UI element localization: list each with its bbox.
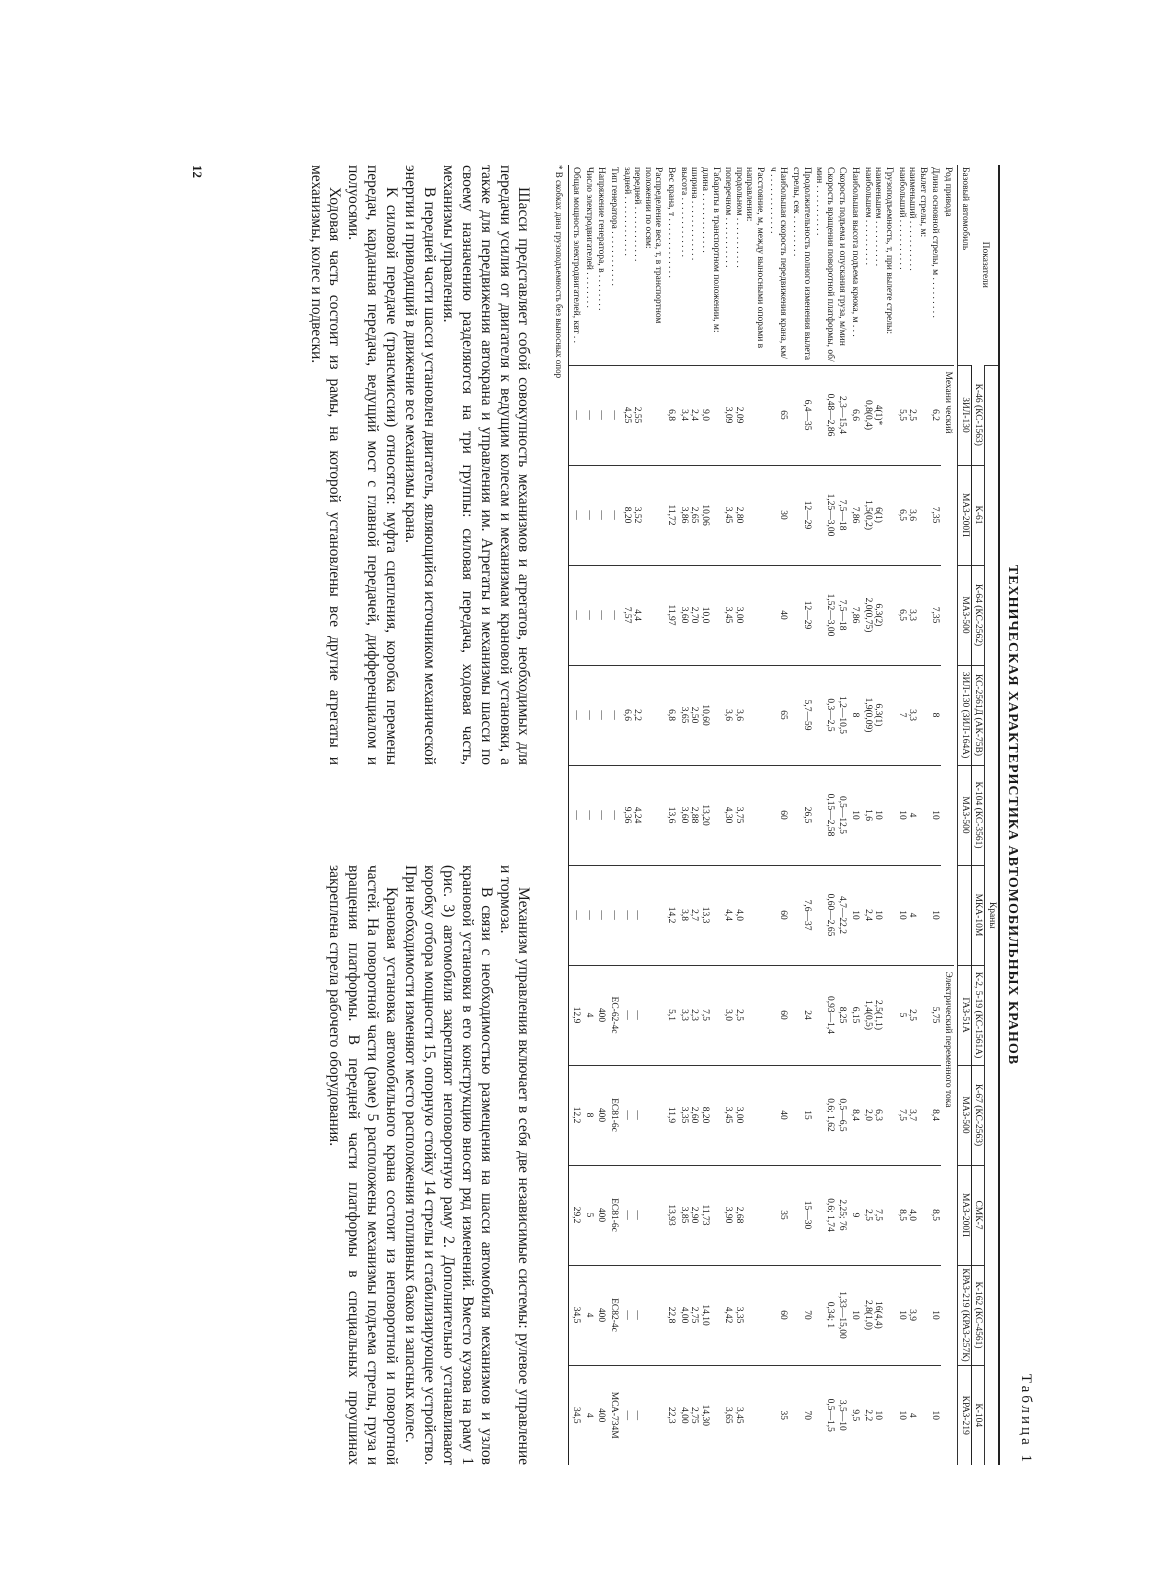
crane-col-8: К-67 (КС-2563) <box>971 1065 985 1165</box>
value-cell: — — <box>620 1265 665 1365</box>
value-cell: 7,35 <box>929 465 942 565</box>
table-row <box>569 165 582 1465</box>
value-cell: 0,6; 1,62 <box>813 1065 836 1165</box>
value-cell: 29,2 <box>569 1165 582 1265</box>
value-cell: 10,60 2,50 3,65 <box>677 665 722 765</box>
row-label: Общая мощность электродвигателей, квт . . <box>569 165 582 365</box>
characteristics-table <box>569 165 1001 1465</box>
value-cell: 0,6; 1,74 <box>813 1165 836 1265</box>
value-cell: 10 <box>849 1265 862 1365</box>
value-cell: — — <box>620 1065 665 1165</box>
value-cell: 3,52 8,20 <box>620 465 665 565</box>
value-cell: 60 <box>766 765 789 865</box>
value-cell: — <box>582 365 595 465</box>
crane-col-2: К-61 <box>971 465 985 565</box>
value-cell: — <box>582 565 595 665</box>
value-cell: 13,6 <box>665 765 678 865</box>
value-cell: 4,24 9,36 <box>620 765 665 865</box>
table-row <box>849 165 862 1465</box>
value-cell: 30 <box>766 465 789 565</box>
value-cell: 4 <box>582 965 595 1065</box>
value-cell: 2,55 4,25 <box>620 365 665 465</box>
value-cell: 26,5 <box>789 765 812 865</box>
value-cell: — <box>569 565 582 665</box>
value-cell: 6,6 <box>849 365 862 465</box>
value-cell: 13,93 <box>665 1165 678 1265</box>
table-row <box>677 165 722 1465</box>
value-cell: 5,75 <box>929 965 942 1065</box>
base-vehicle-cell: МАЗ-500 <box>958 765 972 865</box>
table-footnote: * В скобках дана грузоподъемность без выносных опор <box>554 165 565 379</box>
value-cell: 3,9 10 <box>895 1265 929 1365</box>
rotated-page <box>160 165 1040 1465</box>
value-cell: 35 <box>766 1165 789 1265</box>
base-vehicle-cell: МАЗ-200П <box>958 1165 972 1265</box>
body-text <box>306 165 533 1465</box>
crane-col-7: К-2, 5-19 (КС-1561А) <box>971 965 985 1065</box>
value-cell: 8,20 2,60 3,35 <box>677 1065 722 1165</box>
value-cell: 8,4 <box>849 1065 862 1165</box>
row-label: Число электродвигателей . . . . . . . . <box>583 167 594 308</box>
row-label: Расстояние, м, между выносными опорами в направлении: продольном . . . . . . . . . . . поперечном . . . . . . . . . . . <box>723 167 766 349</box>
value-cell: — <box>607 465 620 565</box>
value-cell: 0,34; 1 <box>813 1265 836 1365</box>
table-row <box>665 165 678 1465</box>
crane-col-9: СМК-7 <box>971 1165 985 1265</box>
drive-mechanical: Механи ческий <box>942 365 955 965</box>
paragraph: Крановая установка автомобильного крана состоит из неповоротной и поворотной частей. На поворотной части (раме) 5 расположены механизмы подъема стрелы, груза и вращения платформы. В передней части платформы в специальных проушинах закреплена стрела рабочего оборудования. <box>326 865 401 1465</box>
paragraph: К силовой передаче (трансмиссии) относятся: муфта сцепления, коробка перемены передач, карданная передача, ведущий мост с главной передачей, дифференциалом и полуосями. <box>345 165 401 765</box>
value-cell: ЕС81-6с <box>607 1165 620 1265</box>
base-vehicle-cell: МАЗ-500 <box>958 1065 972 1165</box>
base-vehicle-cell: ГАЗ-51А <box>958 965 972 1065</box>
value-cell: ЕС82-4с <box>607 1265 620 1365</box>
table-row <box>789 165 812 1465</box>
value-cell: 2,68 3,90 <box>722 1165 767 1265</box>
value-cell: 12—29 <box>789 465 812 565</box>
row-label: Грузоподъемность, т, при вылете стрелы: наименьшем . . . . . . . . . . наибольшем . . . . . . . . . . <box>862 167 894 335</box>
table-row <box>582 165 595 1465</box>
table-row <box>895 165 929 1465</box>
value-cell: — <box>569 365 582 465</box>
value-cell: 7,86 <box>849 565 862 665</box>
crane-col-3: К-64 (КС-2562) <box>971 565 985 665</box>
value-cell: 22,3 <box>665 1365 678 1465</box>
value-cell: 60 <box>766 965 789 1065</box>
text-column-left <box>306 165 533 765</box>
crane-col-1: К-46 (КС-1563) <box>971 365 985 465</box>
crane-col-5: К-104 (КС-3561) <box>971 765 985 865</box>
value-cell: 3,3 6,5 <box>895 565 929 665</box>
value-cell: 0,15—2,58 <box>813 765 836 865</box>
row-label: Длина основной стрелы, м . . . . . . . . . <box>930 167 941 318</box>
value-cell: 2,5 5,5 <box>895 365 929 465</box>
value-cell: 4 10 <box>895 865 929 965</box>
base-vehicle-cell: КРАЗ-219 (КРАЗ-257К) <box>958 1265 972 1365</box>
value-cell: 60 <box>766 1265 789 1365</box>
crane-col-11: К-104 <box>971 1365 985 1465</box>
value-cell: 10 <box>929 765 942 865</box>
table-row <box>861 165 895 1465</box>
value-cell: — — <box>620 1165 665 1265</box>
value-cell: 2,80 3,45 <box>722 465 767 565</box>
table-row <box>813 165 836 1465</box>
value-cell: 24 <box>789 965 812 1065</box>
value-cell: 7,5—18 <box>836 565 849 665</box>
value-cell: 65 <box>766 365 789 465</box>
value-cell: 1,25—3,00 <box>813 465 836 565</box>
drive-electric: Электрический переменного тока <box>942 965 955 1465</box>
row-label: Наибольшая высота подъема крюка, м . . . <box>850 167 861 337</box>
value-cell: — <box>569 665 582 765</box>
value-cell: — <box>595 565 608 665</box>
text-column-right <box>306 865 533 1465</box>
row-label: Продолжительность полного изменения вылета стрелы, сек . . . . . . . . . <box>791 167 812 361</box>
value-cell: 14,10 2,75 4,00 <box>677 1265 722 1365</box>
value-cell: 0,5—6,5 <box>836 1065 849 1165</box>
table-number: Таблица 1 <box>1018 1373 1034 1465</box>
row-separator <box>954 165 958 1465</box>
value-cell: 34,5 <box>569 1265 582 1365</box>
value-cell: 7,5—18 <box>836 465 849 565</box>
value-cell: 10 <box>929 865 942 965</box>
value-cell: 5,1 <box>665 965 678 1065</box>
row-label: Вес крана, т . . . . . . . . . . . . . <box>666 167 677 278</box>
cranes-header-text: Краны <box>987 901 997 929</box>
value-cell: — <box>582 865 595 965</box>
table-title: ТЕХНИЧЕСКАЯ ХАРАКТЕРИСТИКА АВТОМОБИЛЬНЫХ КРАНОВ <box>1005 564 1020 1066</box>
value-cell: 15—30 <box>789 1165 812 1265</box>
value-cell: 13,20 2,88 3,60 <box>677 765 722 865</box>
value-cell: 60 <box>766 865 789 965</box>
value-cell: 10 1,6 <box>861 765 895 865</box>
paragraph: Механизм управления включает в себя две независимые системы: рулевое управление и тормоза. <box>496 865 533 1465</box>
value-cell: 7,35 <box>929 565 942 665</box>
value-cell: 3,45 3,65 <box>722 1365 767 1465</box>
value-cell: МСА-734М <box>607 1365 620 1465</box>
value-cell: 7,5 2,3 3,3 <box>677 965 722 1065</box>
value-cell: 0,5—1,5 <box>813 1365 836 1465</box>
value-cell: — — <box>620 965 665 1065</box>
table-row <box>766 165 789 1465</box>
value-cell: 70 <box>789 1365 812 1465</box>
value-cell: 400 <box>595 1165 608 1265</box>
value-cell: 0,5—12,5 <box>836 765 849 865</box>
value-cell: 4 10 <box>895 1365 929 1465</box>
row-label: Распределение веса, т, в транспортном положении по осям: передней . . . . . . . . . . . . задней . . . . . . . . . . . . . <box>621 167 664 324</box>
value-cell: 2,5 3,0 <box>722 965 767 1065</box>
table-row <box>836 165 849 1465</box>
value-cell: — <box>569 865 582 965</box>
value-cell: 4 <box>582 1265 595 1365</box>
base-vehicle-cell: ЗИЛ-130 <box>958 365 972 465</box>
separator-cell <box>954 165 958 1465</box>
row-label: Наибольшая скорость передвижения крана, км/ч . . . . . . . . . . . . . <box>767 167 789 359</box>
paragraph: Ходовая часть состоит из рамы, на которой установлены все другие агрегаты и механизмы, колес и подвески. <box>307 165 344 765</box>
value-cell: 1,2—10,5 <box>836 665 849 765</box>
value-cell: — <box>607 765 620 865</box>
row-label: Напряжение генератора, в . . . . . . . . <box>596 167 607 311</box>
base-vehicle-cell <box>958 865 972 965</box>
value-cell: 7,86 <box>849 465 862 565</box>
table-row <box>942 165 955 1465</box>
value-cell: — <box>595 765 608 865</box>
value-cell: 400 <box>595 1265 608 1365</box>
value-cell: — <box>607 565 620 665</box>
value-cell: 3,00 3,45 <box>722 565 767 665</box>
value-cell: 8 <box>582 1065 595 1165</box>
paragraph: Шасси представляет собой совокупность механизмов и агрегатов, необходимых для передачи усилия от двигателя к ведущим колесам и механизмам крановой установки, а также для передвижения автокрана и управления им. Агрегаты и механизмы шасси по своему назначению разделяются на три группы: силовая передача, ходовая часть, механизмы управления. <box>439 165 533 765</box>
value-cell: 0,60—2,65 <box>813 865 836 965</box>
value-cell: 10 <box>849 765 862 865</box>
value-cell: 8 <box>929 665 942 765</box>
value-cell: 3,6 6,5 <box>895 465 929 565</box>
value-cell: 4,0 8,5 <box>895 1165 929 1265</box>
base-vehicle-cell: КРАЗ-219 <box>958 1365 972 1465</box>
value-cell: 10 2,2 <box>861 1365 895 1465</box>
crane-col-4: КС-2561Д (АК-75В) <box>971 665 985 765</box>
value-cell: 12,9 <box>569 965 582 1065</box>
value-cell: 12—29 <box>789 565 812 665</box>
value-cell: 6,15 <box>849 965 862 1065</box>
value-cell: 10 <box>929 1265 942 1365</box>
value-cell: — <box>582 465 595 565</box>
value-cell: 2,5(1,1) 1,4(0,5) <box>861 965 895 1065</box>
value-cell: 9,0 2,4 3,4 <box>677 365 722 465</box>
value-cell: 6(1) 1,5(0,2) <box>861 465 895 565</box>
value-cell: 0,3—2,5 <box>813 665 836 765</box>
value-cell: 13,3 2,7 3,8 <box>677 865 722 965</box>
value-cell: — <box>607 365 620 465</box>
value-cell: 7,6—37 <box>789 865 812 965</box>
cranes-header <box>985 365 999 1465</box>
value-cell: 6,3(2) 2,0(0,75) <box>861 565 895 665</box>
table-row <box>722 165 767 1465</box>
value-cell: 10 <box>929 1365 942 1465</box>
value-cell: 0,93—1,4 <box>813 965 836 1065</box>
value-cell: 4(1)* 0,8(0,4) <box>861 365 895 465</box>
value-cell: 6,3 2,0 <box>861 1065 895 1165</box>
value-cell: 3,3 7 <box>895 665 929 765</box>
value-cell: 40 <box>766 565 789 665</box>
value-cell: 35 <box>766 1365 789 1465</box>
value-cell: 3,7 7,5 <box>895 1065 929 1165</box>
value-cell: 22,8 <box>665 1265 678 1365</box>
value-cell: 34,5 <box>569 1365 582 1465</box>
value-cell: 4,0 4,4 <box>722 865 767 965</box>
crane-col-10: К-162 (КС-4561) <box>971 1265 985 1365</box>
value-cell: 11,72 <box>665 465 678 565</box>
table-row <box>595 165 608 1465</box>
row-label: Габариты в транспортном положении, м: длина . . . . . . . . . . . . . ширина . . . . . . . . . . . . . высота . . . . . . . . . . . . . <box>678 167 721 333</box>
value-cell: 11,97 <box>665 565 678 665</box>
table-row <box>607 165 620 1465</box>
value-cell: 1,52—3,00 <box>813 565 836 665</box>
row-label: Род привода <box>943 167 954 217</box>
value-cell: 3,35 4,42 <box>722 1265 767 1365</box>
value-cell: 0,48—2,86 <box>813 365 836 465</box>
value-cell: 1,33—15,00 <box>836 1265 849 1365</box>
paragraph: В передней части шасси установлен двигатель, являющийся источником механической энергии и приводящий в движение все механизмы крана. <box>402 165 438 765</box>
value-cell: 70 <box>789 1265 812 1365</box>
table-row <box>620 165 665 1465</box>
value-cell: 11,9 <box>665 1065 678 1165</box>
row-label: Скорость вращения поворотной платформы, об/мин . . . . . . . . . . . <box>814 167 835 362</box>
table-row <box>929 165 942 1465</box>
value-cell: 11,73 2,90 3,85 <box>677 1165 722 1265</box>
value-cell: ЕС-62-4с <box>607 965 620 1065</box>
value-cell: 65 <box>766 665 789 765</box>
value-cell: 400 <box>595 1065 608 1165</box>
value-cell: 3,6 3,6 <box>722 665 767 765</box>
value-cell: 8,5 <box>929 1165 942 1265</box>
value-cell: — <box>595 365 608 465</box>
value-cell: 6,3(1) 1,9(0,09) <box>861 665 895 765</box>
value-cell: 6,8 <box>665 365 678 465</box>
value-cell: 15 <box>789 1065 812 1165</box>
value-cell: — — <box>620 865 665 965</box>
value-cell: 2,09 3,09 <box>722 365 767 465</box>
value-cell: — <box>569 765 582 865</box>
value-cell: 4 <box>582 1365 595 1465</box>
value-cell: — <box>595 865 608 965</box>
crane-col-6: МКА-10М <box>971 865 985 965</box>
row-label: Вылет стрелы, м: наименьший . . . . . . . . . . . наибольший . . . . . . . . . . . <box>896 167 928 271</box>
value-cell: 400 <box>595 965 608 1065</box>
value-cell: — <box>607 665 620 765</box>
value-cell: 10 2,4 <box>861 865 895 965</box>
value-cell: 8,25 <box>836 965 849 1065</box>
value-cell: 3,75 4,30 <box>722 765 767 865</box>
value-cell: 9 <box>849 1165 862 1265</box>
value-cell: 3,5—10 <box>836 1365 849 1465</box>
value-cell: 8 <box>849 665 862 765</box>
value-cell: 10 <box>849 865 862 965</box>
value-cell: — <box>595 465 608 565</box>
value-cell: 14,2 <box>665 865 678 965</box>
value-cell: — <box>569 465 582 565</box>
value-cell: 4,4 7,57 <box>620 565 665 665</box>
value-cell: — <box>607 865 620 965</box>
value-cell: — <box>582 765 595 865</box>
value-cell: 2,3—15,4 <box>836 365 849 465</box>
value-cell: 16(4,4) 2,8(1,0) <box>861 1265 895 1365</box>
value-cell: 400 <box>595 1365 608 1465</box>
base-vehicle-cell: ЗИЛ-130 (ЗИЛ-164А) <box>958 665 972 765</box>
base-vehicle-cell: МАЗ-500 <box>958 565 972 665</box>
table-body <box>569 165 971 1465</box>
value-cell: 8,4 <box>929 1065 942 1165</box>
value-cell: 2,25; 76 <box>836 1165 849 1265</box>
indicator-header: Показатели <box>979 241 990 288</box>
value-cell: 7,5 2,5 <box>861 1165 895 1265</box>
value-cell: ЕС81-6с <box>607 1065 620 1165</box>
base-vehicle-cell: МАЗ-200П <box>958 465 972 565</box>
value-cell: — <box>595 665 608 765</box>
page-number: 12 <box>190 165 205 178</box>
value-cell: 5 <box>582 1165 595 1265</box>
paragraph: В связи с необходимостью размещения на шасси автомобиля механизмов и узлов крановой установки в его конструкцию вносят ряд изменений. Вместо кузова на раму 1 (рис. 3) автомобиля закрепляют неповоротную раму 2. Дополнительно устанавливают коробку отбора мощности 15, опорную стойку 14 стрелы и стабилизирующее устройство. При необходимости изменяют место расположения топливных баков и запасных колес. <box>402 865 495 1465</box>
value-cell: 6,2 <box>929 365 942 465</box>
value-cell: 2,5 5 <box>895 965 929 1065</box>
value-cell: 40 <box>766 1065 789 1165</box>
value-cell: — — <box>620 1365 665 1465</box>
value-cell: 10,0 2,70 3,60 <box>677 565 722 665</box>
value-cell: 6,8 <box>665 665 678 765</box>
value-cell: 4,7—22,2 <box>836 865 849 965</box>
value-cell: 4 10 <box>895 765 929 865</box>
table-header <box>1000 165 1040 1465</box>
value-cell: 10,06 2,65 3,86 <box>677 465 722 565</box>
value-cell: — <box>582 665 595 765</box>
value-cell: 12,2 <box>569 1065 582 1165</box>
value-cell: 2,2 6,6 <box>620 665 665 765</box>
value-cell: 6,4—35 <box>789 365 812 465</box>
row-label: Скорость подъема и опускания груза, м/мин <box>837 167 848 346</box>
table-row <box>958 165 972 1465</box>
row-label: Тип генератора . . . . . . . . . . . . <box>609 167 619 286</box>
value-cell: 14,30 2,75 4,00 <box>677 1365 722 1465</box>
value-cell: 3,00 3,45 <box>722 1065 767 1165</box>
row-label: Базовый автомобиль <box>960 167 971 251</box>
value-cell: 9,5 <box>849 1365 862 1465</box>
value-cell: 5,7—59 <box>789 665 812 765</box>
